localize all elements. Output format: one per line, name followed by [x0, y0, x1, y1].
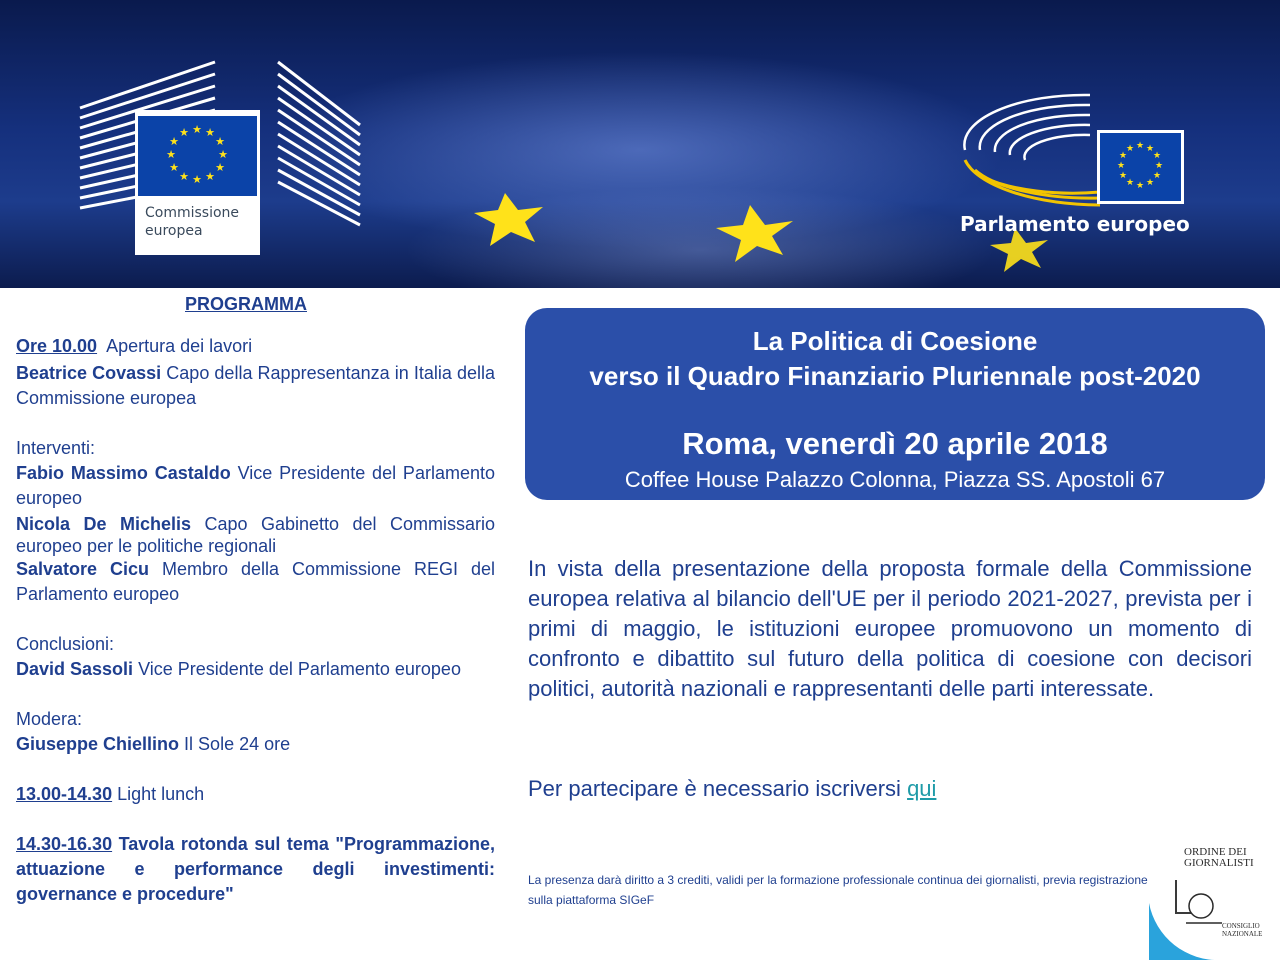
lunch-label: Light lunch [117, 784, 205, 804]
svg-text:★: ★ [1145, 178, 1155, 188]
program-item-demichelis [16, 513, 495, 557]
opening-time: Ore 10.00 [16, 336, 98, 356]
svg-text:★: ★ [205, 126, 215, 139]
lunch-time: 13.00-14.30 [16, 784, 113, 804]
header-banner [0, 0, 1280, 288]
program-item-round-table [16, 832, 495, 907]
svg-text:★: ★ [215, 135, 225, 148]
parlamento-logo-text: Parlamento europeo [960, 212, 1190, 236]
speaker-role: Capo della Rappresentanza in Italia della Commissione europea [16, 363, 495, 408]
modera-label: Modera: [16, 709, 83, 729]
svg-text:★: ★ [1145, 144, 1155, 154]
svg-text:★: ★ [169, 161, 179, 174]
odg-logo-name: ORDINE DEI GIORNALISTI [1184, 846, 1254, 869]
svg-text:★: ★ [1118, 151, 1128, 161]
program-title: PROGRAMMA [185, 294, 307, 314]
program-item-opening [16, 334, 495, 359]
svg-text:★: ★ [169, 135, 179, 148]
svg-text:★: ★ [1135, 181, 1145, 191]
eu-flag-icon [1100, 133, 1181, 201]
event-description: In vista della presentazione della proposta formale della Commissione europea relativa al bilancio dell'UE per il periodo 2021-2027, prevista per i primi di maggio, le istituzioni europee promuovono un momento di confronto e dibattito sul futuro della politica di coesione con decisori politici, autorità nazionali e rappresentanti delle parti interessate. [528, 556, 1252, 701]
svg-text:★: ★ [1118, 171, 1128, 181]
svg-text:★: ★ [192, 173, 202, 186]
event-title-line1: La Politica di Coesione [752, 326, 1038, 356]
event-info-box [525, 308, 1265, 500]
program-item-sassoli [16, 657, 495, 682]
program-item-castaldo [16, 461, 495, 511]
svg-text:★: ★ [1125, 178, 1135, 188]
svg-text:★: ★ [1125, 144, 1135, 154]
program-item-chiellino [16, 732, 495, 757]
svg-text:★: ★ [205, 170, 215, 183]
svg-text:★: ★ [1152, 171, 1162, 181]
parliament-hemicycle-gold-icon [965, 160, 1100, 205]
svg-text:★: ★ [166, 148, 176, 161]
speaker-role: Vice Presidente del Parlamento europeo [138, 659, 461, 679]
speaker-name: Salvatore Cicu [16, 559, 150, 579]
star-icon [716, 205, 793, 262]
parliament-hemicycle-icon [964, 95, 1090, 160]
round-time: 14.30-16.30 [16, 834, 113, 854]
commissione-logo-text: Commissione europea [145, 205, 240, 239]
svg-text:★: ★ [192, 123, 202, 136]
svg-text:★: ★ [1135, 141, 1145, 151]
speaker-role: Vice Presidente del Parlamento europeo [16, 463, 495, 508]
event-date: Roma, venerdì 20 aprile 2018 [682, 426, 1108, 461]
event-venue: Coffee House Palazzo Colonna, Piazza SS. Apostoli 67 [624, 467, 1166, 492]
registration-line [528, 776, 936, 802]
registration-text: Per partecipare è necessario iscriversi [528, 776, 901, 801]
speaker-role: Capo Gabinetto del Commissario europeo per le politiche regionali [16, 514, 495, 556]
speaker-role: Membro della Commissione REGI del Parlamento europeo [16, 559, 495, 604]
svg-text:★: ★ [179, 126, 189, 139]
odg-logo-sub: CONSIGLIO NAZIONALE [1222, 922, 1263, 938]
program-item-covassi [16, 361, 495, 411]
svg-text:★: ★ [218, 148, 228, 161]
star-icon [474, 193, 543, 246]
opening-label: Apertura dei lavori [106, 336, 253, 356]
registration-link[interactable]: qui [907, 776, 937, 801]
speaker-name: Beatrice Covassi [16, 363, 162, 383]
interventi-label: Interventi: [16, 438, 96, 458]
program-item-cicu [16, 557, 495, 607]
conclusioni-label: Conclusioni: [16, 634, 115, 654]
program-list [16, 334, 495, 907]
svg-text:★: ★ [1152, 151, 1162, 161]
event-title-line2: verso il Quadro Finanziario Pluriennale post-2020 [589, 361, 1201, 391]
svg-text:★: ★ [179, 170, 189, 183]
speaker-name: Nicola De Michelis [16, 514, 191, 534]
speaker-name: David Sassoli [16, 659, 134, 679]
speaker-name: Giuseppe Chiellino [16, 734, 180, 754]
round-label: Tavola rotonda sul tema "Programmazione, attuazione e performance degli investimenti: governance e procedure" [16, 834, 495, 904]
credits-note: La presenza darà diritto a 3 crediti, validi per la formazione professionale continua dei giornalisti, previa registrazione sulla piattaforma SIGeF [528, 873, 1148, 907]
program-item-lunch [16, 782, 495, 807]
eu-flag-icon [138, 116, 257, 196]
svg-text:★: ★ [1116, 161, 1126, 171]
svg-text:★: ★ [215, 161, 225, 174]
svg-text:★: ★ [1154, 161, 1164, 171]
speaker-role: Il Sole 24 ore [184, 734, 291, 754]
speaker-name: Fabio Massimo Castaldo [16, 463, 231, 483]
